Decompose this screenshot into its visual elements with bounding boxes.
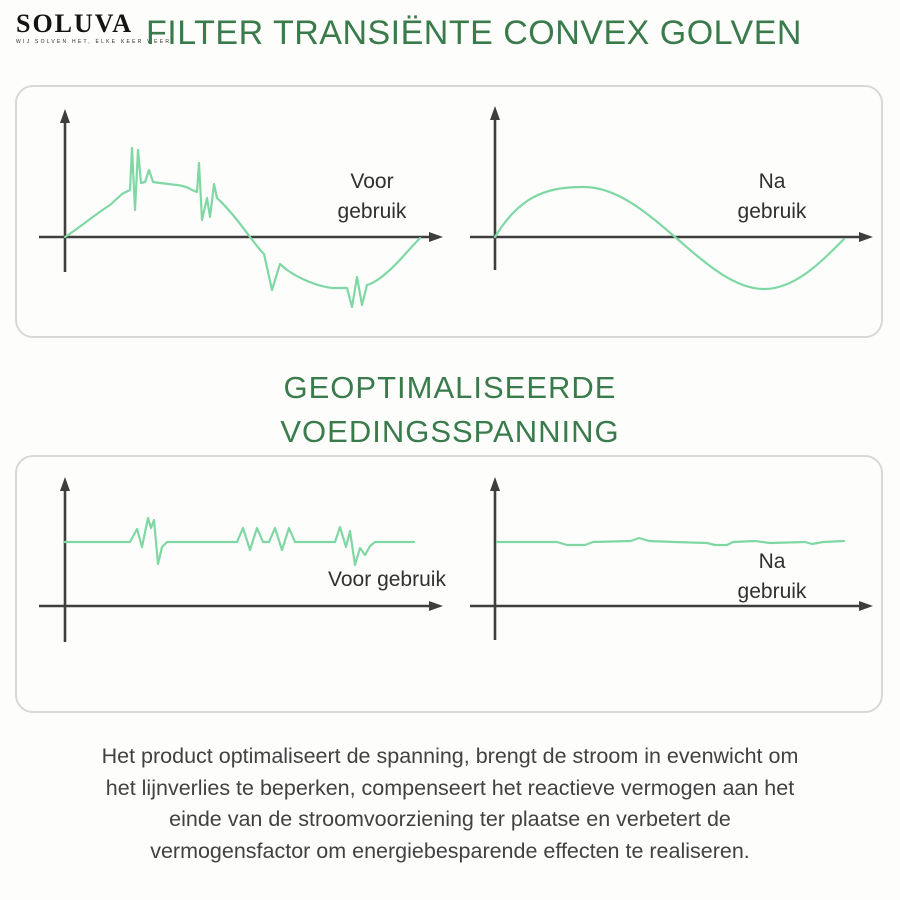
voltage-panel: [15, 455, 883, 713]
section-voltage-title-line2: VOEDINGSSPANNING: [280, 414, 620, 449]
before-voltage-axes: [39, 477, 443, 642]
before-filter-label: [312, 167, 432, 227]
before-voltage-wave: [64, 518, 414, 565]
after-filter-label: [712, 167, 832, 227]
brand-tagline: WIJ SOLVEN HET, ELKE KEER WEER!: [16, 39, 175, 45]
before-filter-label-line1: Voor: [350, 170, 394, 193]
after-voltage-label: [712, 547, 832, 607]
section-voltage-title: [0, 366, 900, 454]
description-line: einde van de stroomvoorziening ter plaatse en verbetert de: [169, 807, 731, 831]
description-line: Het product optimaliseert de spanning, brengt de stroom in evenwicht om: [101, 744, 799, 768]
after-filter-label-line1: Na: [758, 170, 786, 193]
description-line: het lijnverlies te beperken, compenseert het reactieve vermogen aan het: [105, 775, 795, 800]
before-filter-label-line2: gebruik: [337, 200, 407, 223]
description-line: vermogensfactor om energiebesparende effecten te realiseren.: [150, 838, 750, 863]
section-filter-title: FILTER TRANSIËNTE CONVEX GOLVEN: [146, 14, 802, 52]
filter-panel: [15, 85, 883, 338]
brand-name: SOLUVA: [16, 9, 134, 38]
before-voltage-label: Voor gebruik: [328, 568, 446, 591]
after-voltage-label-line2: gebruik: [737, 580, 807, 603]
after-filter-label-line2: gebruik: [737, 200, 807, 223]
after-voltage-label-line1: Na: [758, 550, 786, 573]
after-voltage-wave: [497, 538, 844, 545]
section-voltage-title-line1: GEOPTIMALISEERDE: [283, 370, 617, 405]
product-description: [0, 741, 900, 867]
